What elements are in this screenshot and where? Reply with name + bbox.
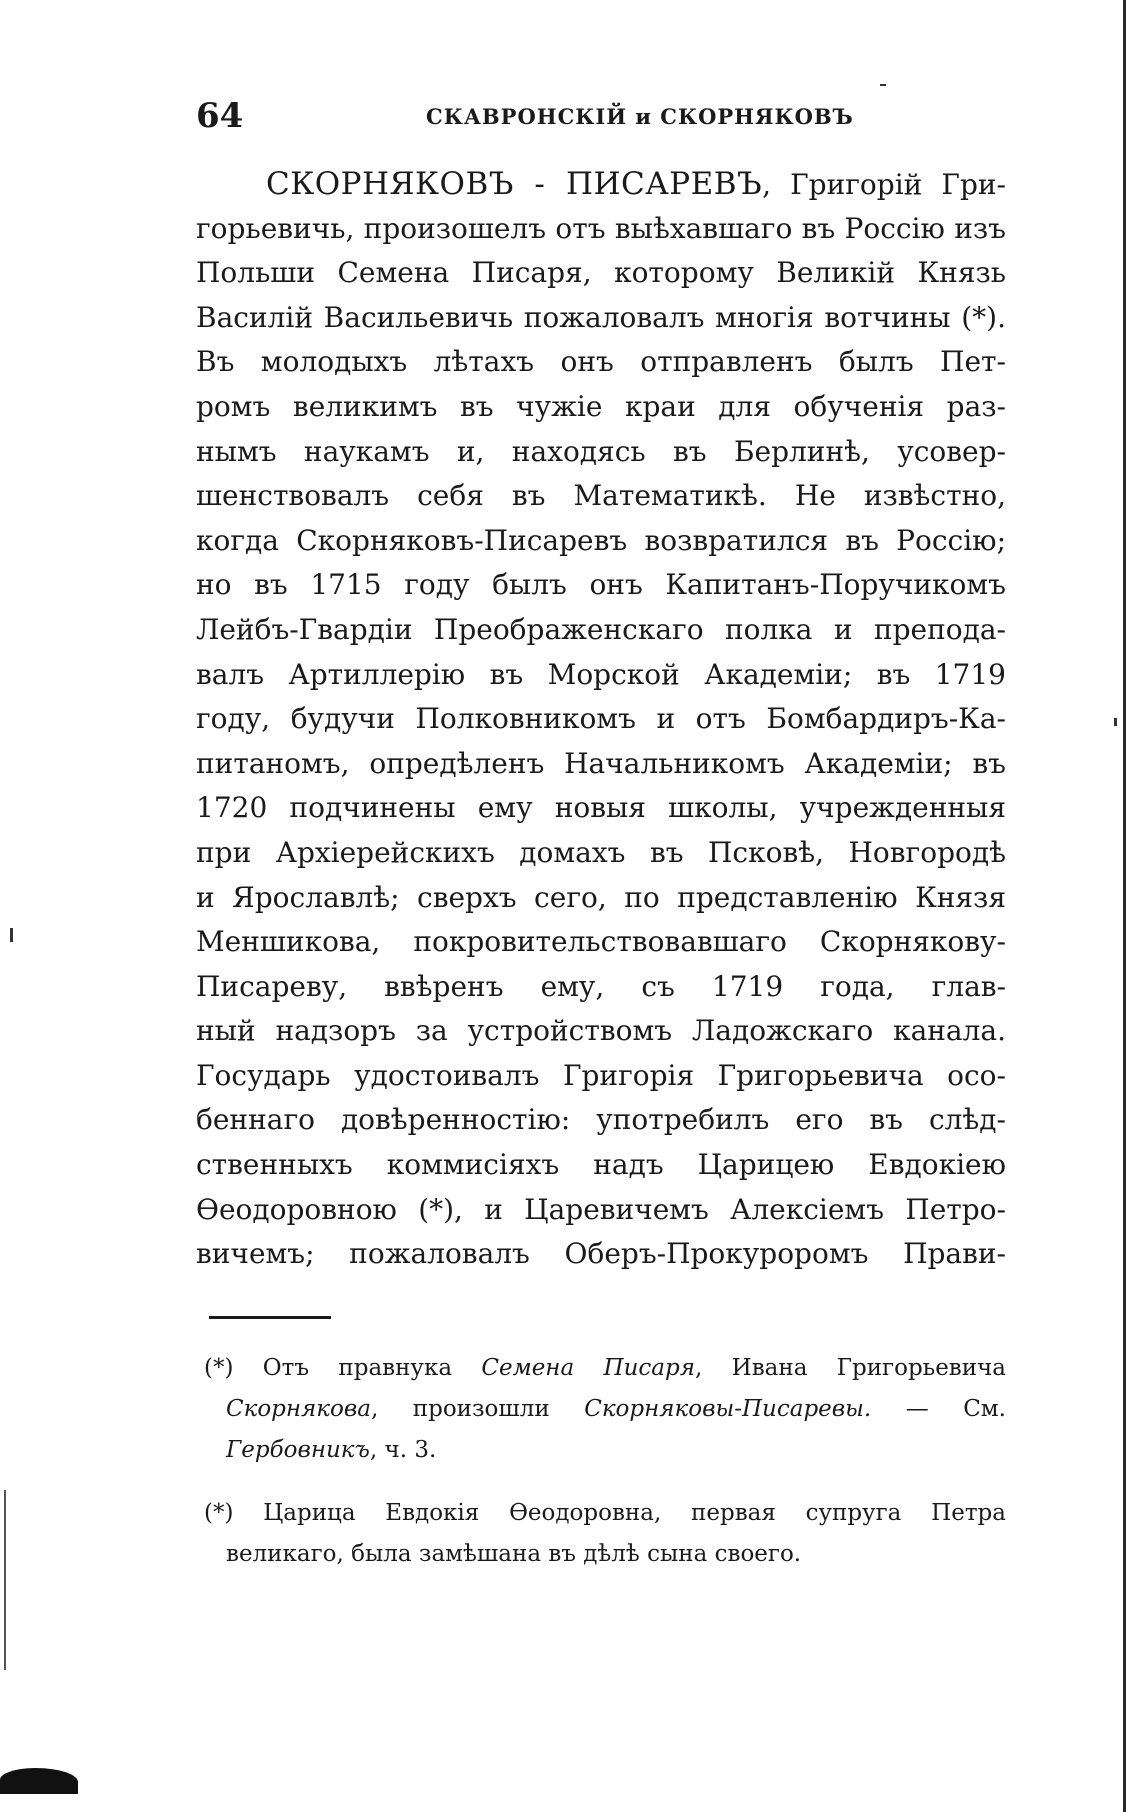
scan-speck: [10, 928, 13, 942]
text-line: вичемъ; пожаловалъ Оберъ-Прокуроромъ Прави-: [196, 1237, 1006, 1271]
scan-speck: [880, 84, 886, 86]
footnote-gap: [196, 1471, 1006, 1493]
text-line: Государь удостоивалъ Григорія Григорьевича осо-: [196, 1058, 1006, 1092]
text-line: ромъ великимъ въ чужіе краи для обученія раз-: [196, 389, 1006, 423]
footnote-text: (*) Отъ правнука: [204, 1355, 482, 1381]
text-line: когда Скорняковъ-Писаревъ возвратился въ Россію;: [196, 523, 1006, 557]
text-line: году, будучи Полковникомъ и отъ Бомбардиръ-Ка-: [196, 702, 1006, 736]
page-number: 64: [196, 96, 244, 136]
text-line: при Архіерейскихъ домахъ въ Псковѣ, Новгородѣ: [196, 835, 1006, 869]
text-line: ный надзоръ за устройствомъ Ладожскаго канала.: [196, 1014, 1006, 1048]
footnote-2-line: великаго, была замѣшана въ дѣлѣ сына своего.: [226, 1541, 802, 1567]
scan-blot: [0, 1768, 78, 1794]
text-line: Лейбъ-Гвардіи Преображенскаго полка и препода-: [196, 612, 1006, 646]
article-body: [196, 162, 1006, 1277]
page-header: [196, 96, 1006, 140]
text-line-tail: , Григорій Гри-: [762, 168, 1007, 201]
footnote-text: , произошли: [370, 1396, 585, 1422]
scan-speck: [1114, 718, 1117, 726]
scan-edge-right: [1123, 0, 1126, 1812]
footnote-italic: Гербовникъ: [226, 1437, 370, 1463]
footnote-italic: Скорняковы-Писаревы.: [584, 1396, 872, 1422]
text-line: горьевичь, произошелъ отъ выѣхавшаго въ Россію изъ: [196, 211, 1006, 245]
text-line: но въ 1715 году былъ онъ Капитанъ-Поручикомъ: [196, 568, 1006, 602]
text-line: Василій Васильевичь пожаловалъ многія вотчины (*).: [196, 300, 1006, 334]
text-line: и Ярославлѣ; сверхъ сего, по представленію Князя: [196, 880, 1006, 914]
text-line: беннаго довѣренностію: употребилъ его въ слѣд-: [196, 1103, 1006, 1137]
footnote-text: — См.: [871, 1396, 1006, 1422]
text-line: шенствовалъ себя въ Математикѣ. Не извѣстно,: [196, 479, 1006, 513]
footnote-italic: Семена Писаря: [481, 1355, 695, 1381]
footnote-rule: [209, 1316, 331, 1319]
text-line: ственныхъ коммисіяхъ надъ Царицею Евдокіею: [196, 1148, 1006, 1182]
text-line: питаномъ, опредѣленъ Начальникомъ Академіи; въ: [196, 746, 1006, 780]
scan-edge-left: [4, 1490, 6, 1670]
text-line: 1720 подчинены ему новыя школы, учрежденныя: [196, 791, 1006, 825]
text-line: Польши Семена Писаря, которому Великій Князь: [196, 256, 1006, 290]
footnotes: [196, 1348, 1006, 1575]
text-line: Писареву, ввѣренъ ему, съ 1719 года, глав-: [196, 969, 1006, 1003]
footnote-1-line: [196, 1389, 1006, 1430]
entry-head-word: СКОРНЯКОВЪ - ПИСАРЕВЪ: [266, 166, 763, 202]
text-line: Ѳеодоровною (*), и Царевичемъ Алексіемъ Петро-: [196, 1192, 1006, 1226]
footnote-1-line: [196, 1348, 1006, 1389]
text-line: нымъ наукамъ и, находясь въ Берлинѣ, усовер-: [196, 434, 1006, 468]
text-line: [196, 162, 1006, 207]
text-line: Въ молодыхъ лѣтахъ онъ отправленъ былъ Пет-: [196, 345, 1006, 379]
footnote-italic: Скорнякова: [226, 1396, 371, 1422]
footnote-2-line: (*) Царица Евдокія Ѳеодоровна, первая супруга Петра: [204, 1500, 1006, 1526]
footnote-1-line: [196, 1430, 1006, 1471]
running-head: СКАВРОНСКІЙ и СКОРНЯКОВЪ: [426, 104, 854, 129]
footnote-text: , ч. 3.: [369, 1437, 437, 1463]
text-line: Меншикова, покровительствовавшаго Скорнякову-: [196, 925, 1006, 959]
footnote-text: , Ивана Григорьевича: [694, 1355, 1006, 1381]
text-line: валъ Артиллерію въ Морской Академіи; въ 1719: [196, 657, 1006, 691]
